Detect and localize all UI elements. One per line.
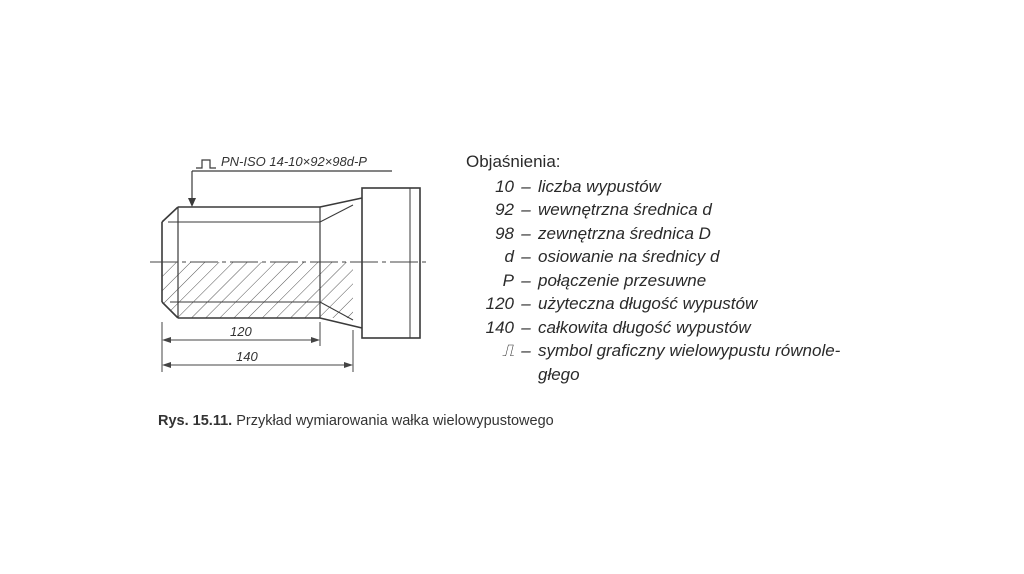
section-hatching <box>162 262 353 318</box>
leader-arrow <box>188 198 196 207</box>
legend-item <box>466 269 840 293</box>
legend-item <box>466 198 840 222</box>
legend-desc: osiowanie na średnicy d <box>538 247 720 266</box>
legend-item <box>466 292 840 316</box>
legend-key: 120 <box>485 294 514 313</box>
legend-desc: wewnętrzna średnica d <box>538 200 712 219</box>
legend-item <box>466 245 840 269</box>
designation-label: PN-ISO 14-10×92×98d-P <box>221 154 367 169</box>
legend <box>466 150 840 386</box>
legend-dash: – <box>521 317 531 337</box>
caption-label: Rys. 15.11. <box>158 413 233 429</box>
legend-key: 92 <box>495 200 514 219</box>
legend-key: d <box>504 247 514 266</box>
legend-key: 140 <box>485 317 514 337</box>
legend-dash: – <box>521 200 531 219</box>
legend-key: 10 <box>495 176 514 196</box>
legend-dash: – <box>521 341 531 360</box>
legend-dash: – <box>521 294 531 313</box>
legend-desc: użyteczna długość wypustów <box>538 294 758 313</box>
legend-key: 98 <box>495 223 514 243</box>
dimension-140-label: 140 <box>236 349 258 364</box>
legend-item <box>466 222 840 246</box>
caption-text: Przykład wymiarowania wałka wielowypustowego <box>232 413 554 429</box>
figure-caption <box>158 413 554 429</box>
legend-desc: liczba wypustów <box>538 176 661 196</box>
legend-desc: symbol graficzny wielowypustu równole- <box>538 341 841 360</box>
legend-key: ⎍ <box>502 341 514 360</box>
legend-item <box>466 339 840 363</box>
legend-dash: – <box>521 270 531 290</box>
legend-desc: zewnętrzna średnica D <box>538 223 711 243</box>
legend-key: P <box>502 270 514 290</box>
legend-dash: – <box>521 247 531 266</box>
legend-dash: – <box>521 176 531 196</box>
legend-continuation: głego <box>538 364 580 384</box>
legend-dash: – <box>521 223 531 243</box>
dimension-120-label: 120 <box>230 324 252 339</box>
legend-title: Objaśnienia: <box>466 152 561 171</box>
legend-desc: połączenie przesuwne <box>538 270 707 290</box>
legend-desc: całkowita długość wypustów <box>538 317 751 337</box>
legend-item <box>466 175 840 199</box>
legend-item <box>466 316 840 340</box>
legend-items <box>466 175 840 363</box>
